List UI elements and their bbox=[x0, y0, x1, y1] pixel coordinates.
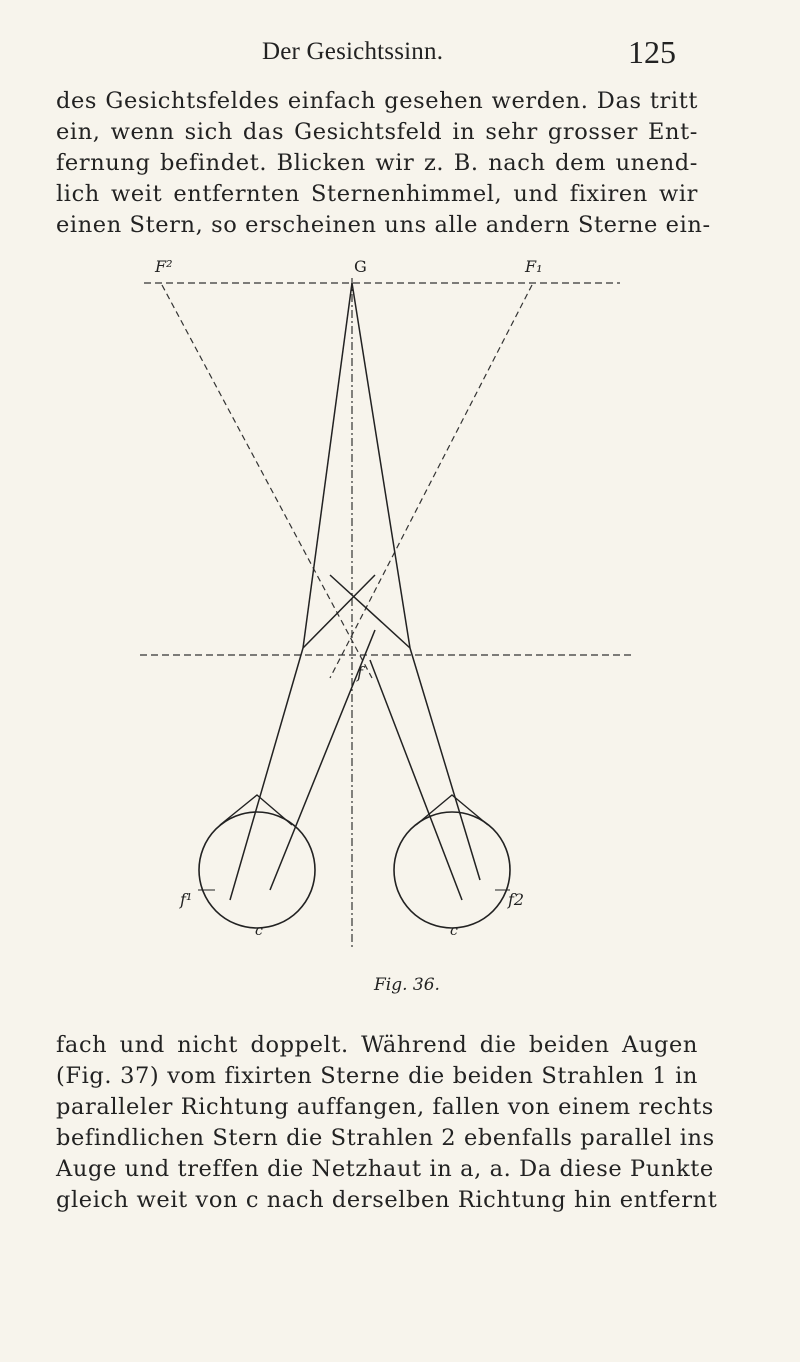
label-F2-top: F² bbox=[155, 257, 173, 276]
ray-mid-right bbox=[330, 575, 410, 648]
label-c-left: c bbox=[255, 923, 263, 939]
text-line: ein, wenn sich das Gesichtsfeld in sehr grosser Ent- bbox=[56, 119, 698, 145]
text-line: einen Stern, so erscheinen uns alle andern Sterne ein- bbox=[56, 212, 711, 238]
text-line: befindlichen Stern die Strahlen 2 ebenfalls parallel ins bbox=[56, 1125, 715, 1151]
figure-36-diagram bbox=[140, 250, 660, 970]
page-number: 125 bbox=[628, 34, 676, 70]
ray-mid-left bbox=[303, 575, 375, 648]
text-line: des Gesichtsfeldes einfach gesehen werden. Das tritt bbox=[56, 88, 698, 114]
label-f1-eye: f¹ bbox=[180, 890, 193, 909]
ray-cross-right-2 bbox=[370, 660, 462, 900]
figure-caption: Fig. 36. bbox=[374, 975, 440, 995]
ray-f1-dashed bbox=[330, 285, 532, 678]
running-title: Der Gesichtssinn. bbox=[262, 38, 444, 65]
text-line: fach und nicht doppelt. Während die beiden Augen bbox=[56, 1032, 698, 1058]
ray-cross-right bbox=[410, 648, 480, 880]
text-line: gleich weit von c nach derselben Richtung hin entfernt bbox=[56, 1187, 718, 1213]
page-header bbox=[0, 34, 800, 74]
left-eye-circle bbox=[199, 812, 315, 928]
text-line: Auge und treffen die Netzhaut in a, a. Da diese Punkte bbox=[56, 1156, 714, 1182]
paragraph-bottom bbox=[56, 1030, 718, 1216]
label-f2-eye: f2 bbox=[508, 890, 525, 909]
right-eye-circle bbox=[394, 812, 510, 928]
ray-g-left bbox=[303, 283, 352, 648]
ray-g-right bbox=[352, 283, 410, 648]
text-line: fernung befindet. Blicken wir z. B. nach dem unend- bbox=[56, 150, 698, 176]
ray-cross-left bbox=[230, 648, 303, 900]
label-f-small: f bbox=[357, 663, 363, 682]
label-G: G bbox=[354, 257, 367, 276]
paragraph-top bbox=[56, 86, 711, 241]
text-line: lich weit entfernten Sternenhimmel, und fixiren wir bbox=[56, 181, 698, 207]
text-line: (Fig. 37) vom fixirten Sterne die beiden Strahlen 1 in bbox=[56, 1063, 698, 1089]
label-F1-top: F₁ bbox=[525, 257, 543, 276]
ray-f2-dashed bbox=[162, 285, 372, 678]
label-c-right: c bbox=[450, 923, 458, 939]
text-line: paralleler Richtung auffangen, fallen von einem rechts bbox=[56, 1094, 714, 1120]
